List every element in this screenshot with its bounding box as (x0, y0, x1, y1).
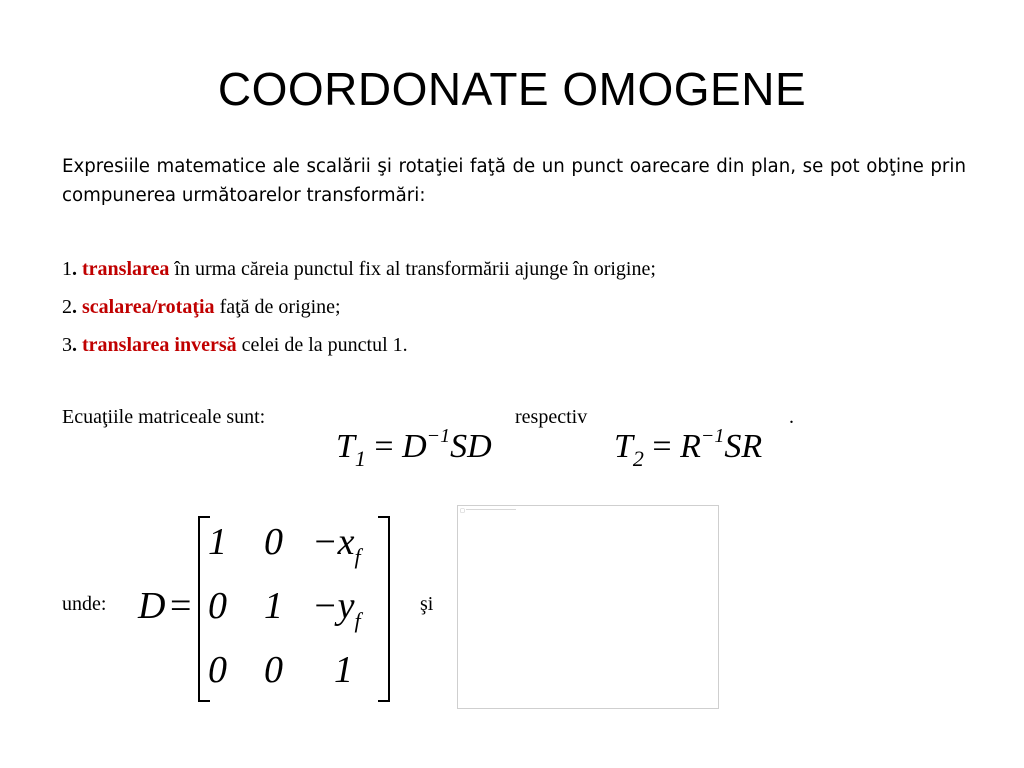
step-2: 2. scalarea/rotaţia faţă de origine; (62, 296, 341, 318)
equations-label: Ecuaţiile matriceale sunt: (62, 406, 266, 428)
period: . (789, 406, 794, 428)
broken-image-caption-line (466, 509, 516, 510)
equation-t1: $T_1 = D^{-1}SD$ (336, 425, 492, 471)
matrix-cell: 0 (264, 521, 283, 563)
intro-paragraph: Expresiile matematice ale scalării şi rotaţiei faţă de un punct oarecare din plan, se pot obţine prin compunerea următoarelor transformări: (62, 156, 966, 206)
matrix-d (138, 516, 398, 698)
matrix-equals: = (170, 585, 192, 627)
equation-t2: $T_2 = R^{-1}SR$ (614, 425, 763, 471)
step-text: faţă de origine; (214, 296, 341, 318)
broken-image-icon: □ (460, 508, 465, 514)
unde-label: unde: (62, 593, 107, 615)
matrix-cell: 1 (264, 585, 283, 627)
step-number: 3 (62, 334, 72, 356)
step-keyword: translarea (82, 258, 170, 280)
matrix-cell: $-x_f$ (312, 521, 361, 569)
slide-title: COORDONATE OMOGENE (217, 63, 807, 115)
step-keyword: scalarea/rotaţia (82, 296, 215, 318)
step-keyword: translarea inversă (82, 334, 237, 356)
si-label: şi (420, 593, 434, 615)
respectiv-label: respectiv (515, 406, 588, 428)
step-number: 2 (62, 296, 72, 318)
step-3: 3. translarea inversă celei de la punctul 1. (62, 334, 408, 356)
matrix-cell: $-y_f$ (312, 585, 361, 633)
matrix-cell: 1 (334, 649, 353, 691)
step-1: 1. translarea în urma căreia punctul fix al transformării ajunge în origine; (62, 258, 656, 280)
matrix-name: D (138, 585, 166, 627)
step-text: celei de la punctul 1. (236, 334, 408, 356)
image-placeholder (457, 505, 719, 709)
right-bracket (378, 516, 390, 702)
matrix-cell: 0 (208, 585, 227, 627)
matrix-cell: 1 (208, 521, 227, 563)
matrix-cell: 0 (208, 649, 227, 691)
step-number: 1 (62, 258, 72, 280)
matrix-cell: 0 (264, 649, 283, 691)
step-text: în urma căreia punctul fix al transformării ajunge în origine; (169, 258, 656, 280)
